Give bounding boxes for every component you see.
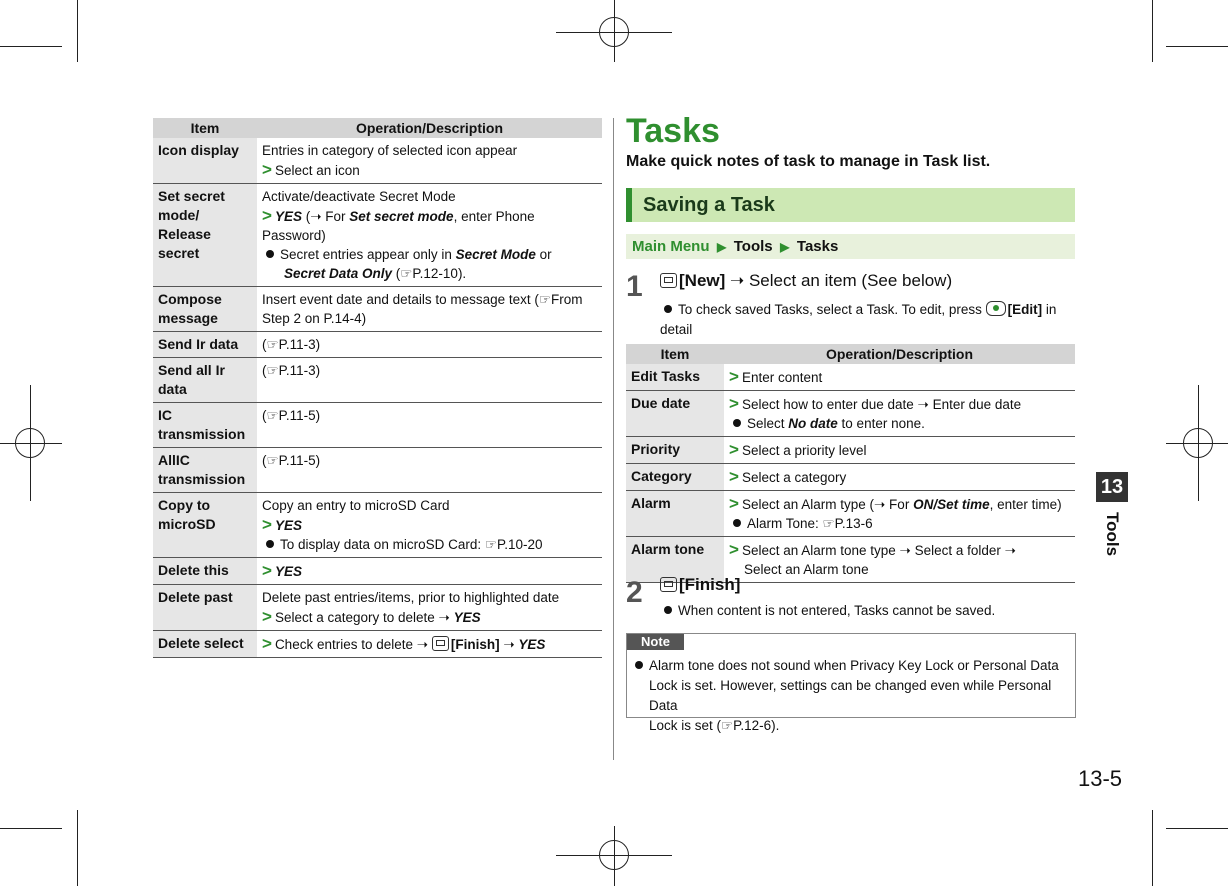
row-item: Delete this (153, 558, 257, 585)
desc-text: (➝ For (301, 209, 350, 224)
table-row (153, 138, 602, 184)
registration-circle (599, 840, 629, 870)
row-description (257, 138, 602, 184)
desc-emph: YES (274, 518, 302, 533)
bullet-icon (266, 250, 274, 258)
step-arrow-icon: > (729, 540, 739, 559)
desc-text: or (535, 247, 552, 262)
row-description: (☞P.11-3) (257, 332, 602, 358)
row-description: (☞P.11-5) (257, 448, 602, 493)
table-row (153, 287, 602, 332)
row-description (257, 585, 602, 631)
row-item: Priority (626, 437, 724, 464)
desc-text: , enter Phone Password) (262, 209, 535, 243)
row-item: IC transmission (153, 403, 257, 448)
row-item: Set secret mode/ Release secret (153, 184, 257, 287)
row-item: Due date (626, 391, 724, 437)
note-label: Note (627, 634, 684, 650)
bullet-icon (266, 540, 274, 548)
desc-text: Select an Alarm tone type ➝ Select a folder ➝ (741, 543, 1016, 558)
note-text: To check saved Tasks, select a Task. To edit, press (678, 302, 986, 317)
step-number: 1 (626, 270, 643, 303)
row-item: Category (626, 464, 724, 491)
bullet-icon (733, 419, 741, 427)
row-description (724, 537, 1075, 583)
row-item: Icon display (153, 138, 257, 184)
row-item: Edit Tasks (626, 364, 724, 391)
center-key-icon (986, 301, 1006, 316)
row-description (724, 464, 1075, 491)
col-header-op: Operation/Description (257, 118, 602, 138)
mail-key-icon (660, 273, 677, 288)
row-description: Insert event date and details to message text (☞From Step 2 on P.14-4) (257, 287, 602, 332)
row-item: Compose message (153, 287, 257, 332)
registration-circle (599, 17, 629, 47)
step-arrow-icon: > (262, 206, 272, 225)
row-description (724, 364, 1075, 391)
desc-text: , enter time) (989, 497, 1062, 512)
desc-text: ➝ (499, 637, 519, 652)
table-row (153, 448, 602, 493)
crop-mark (77, 810, 78, 886)
desc-emph: ON/Set time (913, 497, 990, 512)
registration-circle (15, 428, 45, 458)
column-divider (613, 118, 614, 760)
row-description (257, 558, 602, 585)
section-title: Saving a Task (643, 194, 775, 216)
note-box (626, 633, 1076, 733)
right-operation-table (626, 344, 1075, 583)
table-row (153, 558, 602, 585)
chapter-tab-number: 13 (1096, 472, 1128, 502)
table-row (153, 631, 602, 658)
table-row (153, 184, 602, 287)
step-arrow-icon: > (262, 515, 272, 534)
row-description (724, 491, 1075, 537)
row-item: AllIC transmission (153, 448, 257, 493)
note-text: Lock is set (☞P.12-6). (649, 718, 780, 733)
desc-text: (☞P.12-10). (392, 266, 467, 281)
row-item: Copy to microSD (153, 493, 257, 558)
desc-line: Select an icon (274, 163, 360, 178)
registration-circle (1183, 428, 1213, 458)
table-row (626, 437, 1075, 464)
page-subtitle: Make quick notes of task to manage in Task list. (626, 153, 991, 170)
desc-text: to enter none. (837, 416, 925, 431)
step-text: ➝ Select an item (See below) (725, 271, 953, 290)
page-number: 13-5 (1078, 766, 1123, 791)
desc-text: Check entries to delete ➝ (274, 637, 432, 652)
desc-emph: Secret Data Only (284, 266, 393, 281)
desc-text: Alarm Tone: ☞P.13-6 (747, 516, 873, 531)
step-key-label: [New] (679, 271, 726, 290)
note-text: Lock is set. However, settings can be changed even while Personal Data (649, 678, 1052, 713)
desc-text: To display data on microSD Card: ☞P.10-20 (280, 537, 543, 552)
row-description (724, 391, 1075, 437)
table-row (153, 585, 602, 631)
page-title: Tasks (626, 112, 720, 150)
step-1-instruction (660, 271, 952, 291)
col-header-item: Item (626, 344, 724, 364)
row-description (257, 493, 602, 558)
table-row (626, 464, 1075, 491)
desc-key-label: [Finish] (450, 637, 500, 652)
desc-emph: YES (518, 637, 546, 652)
desc-line: Copy an entry to microSD Card (262, 498, 450, 513)
desc-text: Select how to enter due date ➝ Enter due date (741, 397, 1022, 412)
step-arrow-icon: > (262, 561, 272, 580)
note-text: Alarm tone does not sound when Privacy Key Lock or Personal Data (649, 658, 1059, 673)
desc-line: Activate/deactivate Secret Mode (262, 189, 456, 204)
desc-text: Select a category to delete ➝ (274, 610, 454, 625)
note-body (631, 656, 1073, 736)
step-arrow-icon: > (729, 494, 739, 513)
desc-text: Select an Alarm type (➝ For (741, 497, 914, 512)
table-row (153, 403, 602, 448)
row-description (257, 184, 602, 287)
menu-path (626, 234, 1075, 259)
left-operation-table (153, 118, 602, 658)
table-row (626, 364, 1075, 391)
table-row (153, 493, 602, 558)
row-item: Alarm tone (626, 537, 724, 583)
desc-emph: YES (274, 564, 302, 579)
note-key-label: [Edit] (1007, 302, 1043, 317)
desc-text: Enter content (741, 370, 823, 385)
crop-mark (1166, 46, 1228, 47)
path-arrow-icon: ▶ (713, 240, 730, 254)
row-item: Delete past (153, 585, 257, 631)
chapter-tab-label: Tools (1103, 511, 1122, 557)
step-key-label: [Finish] (679, 575, 741, 594)
note-text: in detail (660, 302, 1057, 337)
row-description (724, 437, 1075, 464)
step-arrow-icon: > (262, 607, 272, 626)
desc-line: Delete past entries/items, prior to highlighted date (262, 590, 560, 605)
bullet-icon (664, 606, 672, 614)
section-marker (626, 188, 632, 222)
step-2-note (660, 603, 995, 618)
step-arrow-icon: > (729, 367, 739, 386)
crop-mark (77, 0, 78, 62)
row-description (257, 631, 602, 658)
bullet-icon (733, 519, 741, 527)
crop-mark (1152, 0, 1153, 62)
desc-line: Entries in category of selected icon appear (262, 143, 518, 158)
desc-emph: Set secret mode (349, 209, 454, 224)
row-item: Send Ir data (153, 332, 257, 358)
step-2-instruction (660, 575, 740, 595)
crop-mark (0, 828, 62, 829)
step-arrow-icon: > (729, 440, 739, 459)
path-arrow-icon: ▶ (776, 240, 793, 254)
table-row (153, 332, 602, 358)
row-description: (☞P.11-3) (257, 358, 602, 403)
table-row (626, 391, 1075, 437)
bullet-icon (664, 305, 672, 313)
path-tasks: Tasks (796, 238, 839, 255)
mail-key-icon (432, 636, 449, 651)
desc-text: Select (747, 416, 789, 431)
desc-emph: YES (274, 209, 302, 224)
section-header (626, 188, 1075, 222)
desc-text: Select a priority level (741, 443, 867, 458)
desc-emph: YES (453, 610, 481, 625)
row-item: Delete select (153, 631, 257, 658)
crop-mark (1152, 810, 1153, 886)
desc-emph: No date (788, 416, 838, 431)
path-main-menu: Main Menu (632, 238, 710, 255)
crop-mark (0, 46, 62, 47)
crop-mark (1166, 828, 1228, 829)
table-row (626, 491, 1075, 537)
desc-text: Secret entries appear only in (280, 247, 456, 262)
col-header-op: Operation/Description (724, 344, 1075, 364)
desc-emph: Secret Mode (455, 247, 536, 262)
desc-text: Select an Alarm tone (744, 562, 869, 577)
row-description: (☞P.11-5) (257, 403, 602, 448)
desc-text: Select a category (741, 470, 847, 485)
row-item: Alarm (626, 491, 724, 537)
col-header-item: Item (153, 118, 257, 138)
path-tools: Tools (733, 238, 773, 255)
step-arrow-icon: > (729, 467, 739, 486)
row-item: Send all Ir data (153, 358, 257, 403)
step-number: 2 (626, 576, 643, 609)
mail-key-icon (660, 577, 677, 592)
step-arrow-icon: > (729, 394, 739, 413)
step-arrow-icon: > (262, 160, 272, 179)
bullet-icon (635, 661, 643, 669)
table-row (153, 358, 602, 403)
step-arrow-icon: > (262, 634, 272, 653)
note-text: When content is not entered, Tasks cannot be saved. (678, 603, 996, 618)
